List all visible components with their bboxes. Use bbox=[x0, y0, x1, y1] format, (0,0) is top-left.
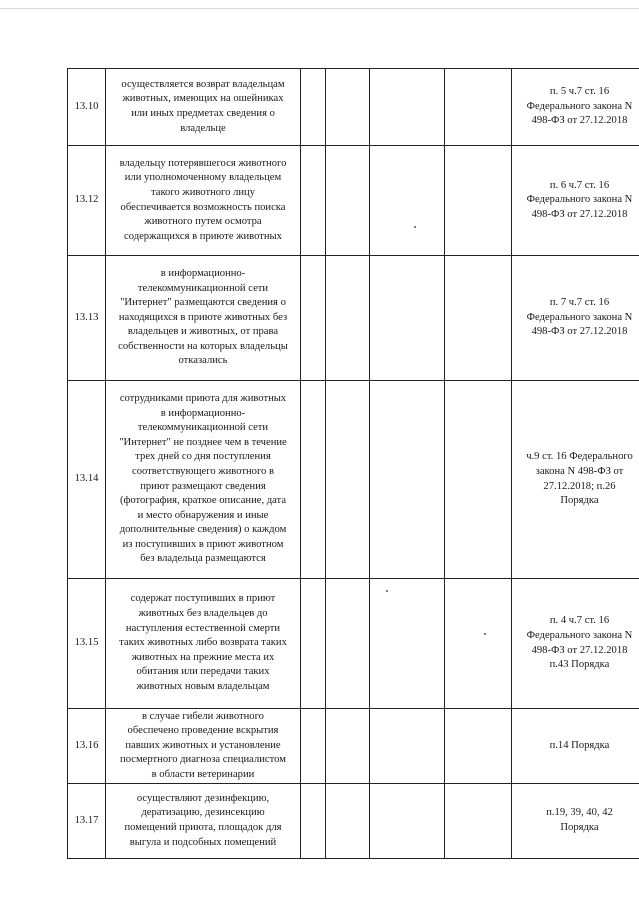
description-line: телекоммуникационной сети bbox=[137, 282, 269, 294]
legal-reference bbox=[512, 69, 639, 146]
description-line: содержащихся в приюте животных bbox=[124, 230, 282, 242]
description-line: телекоммуникационной сети bbox=[137, 422, 269, 434]
row-number: 13.12 bbox=[68, 146, 106, 256]
requirements-table bbox=[67, 68, 639, 859]
answer-no-cell bbox=[326, 784, 370, 859]
reference-line: 498-ФЗ от 27.12.2018 bbox=[531, 326, 628, 338]
answer-na-cell bbox=[370, 146, 445, 256]
answer-na-cell bbox=[370, 784, 445, 859]
description-line: животных без владельцев до bbox=[138, 608, 268, 620]
requirement-description bbox=[106, 69, 301, 146]
description-line: такого животного лицу bbox=[150, 186, 255, 198]
reference-line: Федерального закона N bbox=[526, 629, 633, 641]
table-row bbox=[68, 69, 639, 146]
note-cell bbox=[445, 69, 512, 146]
answer-no-cell bbox=[326, 256, 370, 381]
description-line: таких животных либо возврата таких bbox=[119, 637, 287, 649]
legal-reference bbox=[512, 256, 639, 381]
scan-speck bbox=[414, 226, 416, 228]
description-line: животных, имеющих на ошейниках bbox=[122, 93, 284, 105]
note-cell bbox=[445, 709, 512, 784]
reference-line: ч.9 ст. 16 Федерального bbox=[526, 451, 633, 463]
requirement-description bbox=[106, 784, 301, 859]
reference-line: п.19, 39, 40, 42 bbox=[546, 807, 613, 819]
description-line: павших животных и установление bbox=[125, 739, 281, 751]
description-line: в случае гибели животного bbox=[142, 710, 264, 722]
note-cell bbox=[445, 784, 512, 859]
description-line: помещений приюта, площадок для bbox=[124, 822, 282, 833]
requirement-description bbox=[106, 256, 301, 381]
legal-reference bbox=[512, 709, 639, 784]
reference-line: Федерального закона N bbox=[526, 100, 633, 112]
description-line: животного путем осмотра bbox=[144, 216, 262, 228]
reference-line: Федерального закона N bbox=[526, 194, 633, 206]
answer-na-cell bbox=[370, 579, 445, 709]
description-line: "Интернет" размещаются сведения о bbox=[120, 297, 286, 309]
description-line: и место обнаружения и иные bbox=[137, 509, 269, 521]
description-line: или уполномоченному владельцем bbox=[124, 172, 282, 184]
description-line: обеспечено проведение вскрытия bbox=[127, 725, 279, 737]
scan-speck bbox=[484, 633, 486, 635]
table-row bbox=[68, 709, 639, 784]
reference-line: закона N 498-ФЗ от bbox=[535, 465, 624, 477]
answer-no-cell bbox=[326, 69, 370, 146]
description-line: владельце bbox=[180, 122, 226, 134]
table-row bbox=[68, 579, 639, 709]
description-line: владельцу потерявшегося животного bbox=[119, 157, 287, 169]
legal-reference bbox=[512, 381, 639, 579]
row-number: 13.17 bbox=[68, 784, 106, 859]
answer-na-cell bbox=[370, 69, 445, 146]
description-line: животных на прежние места их bbox=[131, 651, 275, 663]
answer-no-cell bbox=[326, 709, 370, 784]
answer-no-cell bbox=[326, 579, 370, 709]
scan-edge-line bbox=[0, 8, 639, 9]
description-line: выгула и подсобных помещений bbox=[129, 836, 277, 848]
answer-yes-cell bbox=[301, 709, 326, 784]
reference-line: п. 4 ч.7 ст. 16 bbox=[549, 615, 610, 627]
answer-yes-cell bbox=[301, 69, 326, 146]
reference-line: 498-ФЗ от 27.12.2018 bbox=[531, 115, 628, 127]
row-number: 13.10 bbox=[68, 69, 106, 146]
requirement-description bbox=[106, 146, 301, 256]
row-number: 13.13 bbox=[68, 256, 106, 381]
requirement-description bbox=[106, 579, 301, 709]
reference-line: 498-ФЗ от 27.12.2018 bbox=[531, 208, 628, 220]
description-line: дополнительные сведения) о каждом bbox=[119, 524, 287, 536]
requirements-table-body bbox=[68, 69, 639, 859]
note-cell bbox=[445, 256, 512, 381]
description-line: животных новым владельцам bbox=[136, 680, 270, 692]
table-row bbox=[68, 256, 639, 381]
description-line: (фотография, краткое описание, дата bbox=[119, 495, 287, 507]
answer-yes-cell bbox=[301, 579, 326, 709]
note-cell bbox=[445, 579, 512, 709]
reference-line: Порядка bbox=[560, 822, 599, 833]
reference-line: п. 5 ч.7 ст. 16 bbox=[549, 86, 610, 98]
note-cell bbox=[445, 146, 512, 256]
description-line: наступления естественной смерти bbox=[125, 622, 281, 634]
description-line: "Интернет" не позднее чем в течение bbox=[119, 436, 287, 448]
reference-line: Федерального закона N bbox=[526, 311, 633, 323]
reference-line: Порядка bbox=[560, 495, 599, 507]
description-line: в информационно- bbox=[160, 407, 246, 419]
description-line: в области ветеринарии bbox=[151, 768, 255, 780]
reference-line: п.43 Порядка bbox=[549, 659, 610, 671]
answer-no-cell bbox=[326, 381, 370, 579]
answer-yes-cell bbox=[301, 256, 326, 381]
requirement-description bbox=[106, 709, 301, 784]
reference-line: 27.12.2018; п.26 bbox=[543, 480, 616, 492]
description-line: содержат поступивших в приют bbox=[130, 593, 276, 605]
description-line: соответствующего животного в bbox=[132, 465, 274, 477]
legal-reference bbox=[512, 784, 639, 859]
table-row bbox=[68, 146, 639, 256]
description-line: отказались bbox=[178, 355, 228, 367]
requirement-description bbox=[106, 381, 301, 579]
description-line: осуществляется возврат владельцам bbox=[121, 78, 285, 90]
description-line: находящихся в приюте животных без bbox=[118, 311, 288, 323]
description-line: в информационно- bbox=[160, 267, 246, 279]
reference-line: п. 6 ч.7 ст. 16 bbox=[549, 179, 610, 191]
row-number: 13.16 bbox=[68, 709, 106, 784]
reference-line: п.14 Порядка bbox=[549, 739, 610, 751]
reference-line: п. 7 ч.7 ст. 16 bbox=[549, 297, 610, 309]
scan-speck bbox=[386, 590, 388, 592]
description-line: владельцев и животных, от права bbox=[127, 326, 279, 338]
answer-no-cell bbox=[326, 146, 370, 256]
reference-line: 498-ФЗ от 27.12.2018 bbox=[531, 644, 628, 656]
description-line: посмертного диагноза специалистом bbox=[120, 754, 286, 766]
description-line: обеспечивается возможность поиска bbox=[120, 201, 286, 213]
description-line: сотрудниками приюта для животных bbox=[119, 392, 287, 404]
answer-yes-cell bbox=[301, 784, 326, 859]
answer-yes-cell bbox=[301, 381, 326, 579]
answer-na-cell bbox=[370, 256, 445, 381]
answer-yes-cell bbox=[301, 146, 326, 256]
answer-na-cell bbox=[370, 709, 445, 784]
description-line: приют размещают сведения bbox=[140, 480, 266, 492]
description-line: дератизацию, дезинсекцию bbox=[141, 807, 265, 819]
legal-reference bbox=[512, 579, 639, 709]
note-cell bbox=[445, 381, 512, 579]
description-line: без владельца размещаются bbox=[140, 553, 266, 565]
answer-na-cell bbox=[370, 381, 445, 579]
table-row bbox=[68, 381, 639, 579]
table-row bbox=[68, 784, 639, 859]
description-line: обитания или передачи таких bbox=[136, 666, 270, 678]
row-number: 13.14 bbox=[68, 381, 106, 579]
legal-reference bbox=[512, 146, 639, 256]
description-line: собственности на которых владельцы bbox=[118, 340, 288, 352]
row-number: 13.15 bbox=[68, 579, 106, 709]
description-line: из поступивших в приют животном bbox=[122, 538, 284, 550]
description-line: или иных предметах сведения о bbox=[131, 108, 275, 119]
description-line: осуществляют дезинфекцию, bbox=[136, 792, 270, 804]
description-line: трех дней со дня поступления bbox=[135, 451, 271, 463]
